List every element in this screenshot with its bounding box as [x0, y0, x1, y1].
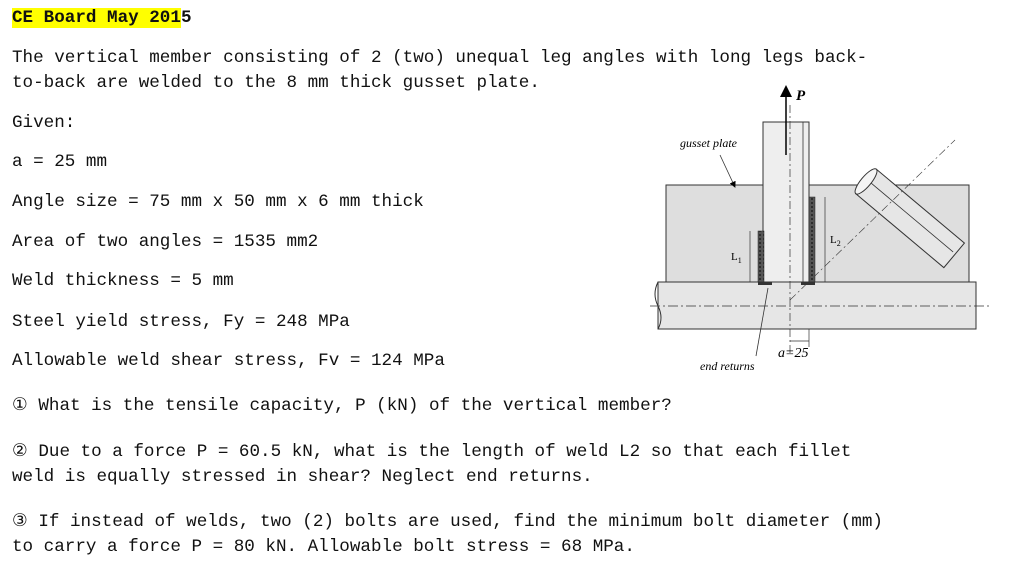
header-rest: 5 — [180, 8, 192, 28]
given-item-angle-size: Angle size = 75 mm x 50 mm x 6 mm thick — [12, 192, 424, 212]
question-1: ① What is the tensile capacity, P (kN) of the vertical member? — [12, 396, 672, 416]
weld-l2 — [809, 197, 815, 282]
l1-label: $L_1$ — [731, 251, 742, 265]
gusset-leader — [720, 155, 734, 185]
intro-line-1: The vertical member consisting of 2 (two) unequal leg angles with long legs back- — [12, 48, 868, 68]
given-label: Given: — [12, 113, 76, 133]
given-item-yield-stress: Steel yield stress, Fy = 248 MPa — [12, 312, 350, 332]
bottom-member — [658, 282, 976, 329]
offset-label: a=25 — [778, 346, 809, 361]
question-3-line-2: to carry a force P = 80 kN. Allowable bolt stress = 68 MPa. — [12, 537, 635, 557]
l2-label: $L_2$ — [830, 234, 841, 248]
given-item-weld-shear: Allowable weld shear stress, Fv = 124 MPa — [12, 351, 445, 371]
question-3-line-1: ③ If instead of welds, two (2) bolts are used, find the minimum bolt diameter (mm) — [12, 512, 883, 532]
header-highlight: CE Board May 201 — [12, 8, 181, 28]
gusset-plate-label: gusset plate — [680, 136, 737, 150]
intro-line-2: to-back are welded to the 8 mm thick gusset plate. — [12, 73, 540, 93]
given-item-area: Area of two angles = 1535 mm2 — [12, 232, 319, 252]
question-2-line-2: weld is equally stressed in shear? Neglect end returns. — [12, 467, 593, 487]
end-return-right — [801, 282, 815, 285]
end-returns-label: end returns — [700, 359, 755, 373]
question-2-line-1: ② Due to a force P = 60.5 kN, what is the length of weld L2 so that each fillet — [12, 442, 852, 462]
given-item-weld-thickness: Weld thickness = 5 mm — [12, 271, 234, 291]
load-label: P — [796, 88, 806, 104]
problem-header — [12, 8, 192, 28]
given-item-a: a = 25 mm — [12, 152, 108, 172]
welded-connection-diagram — [650, 85, 990, 375]
weld-l1 — [758, 231, 764, 282]
end-return-left — [758, 282, 772, 285]
